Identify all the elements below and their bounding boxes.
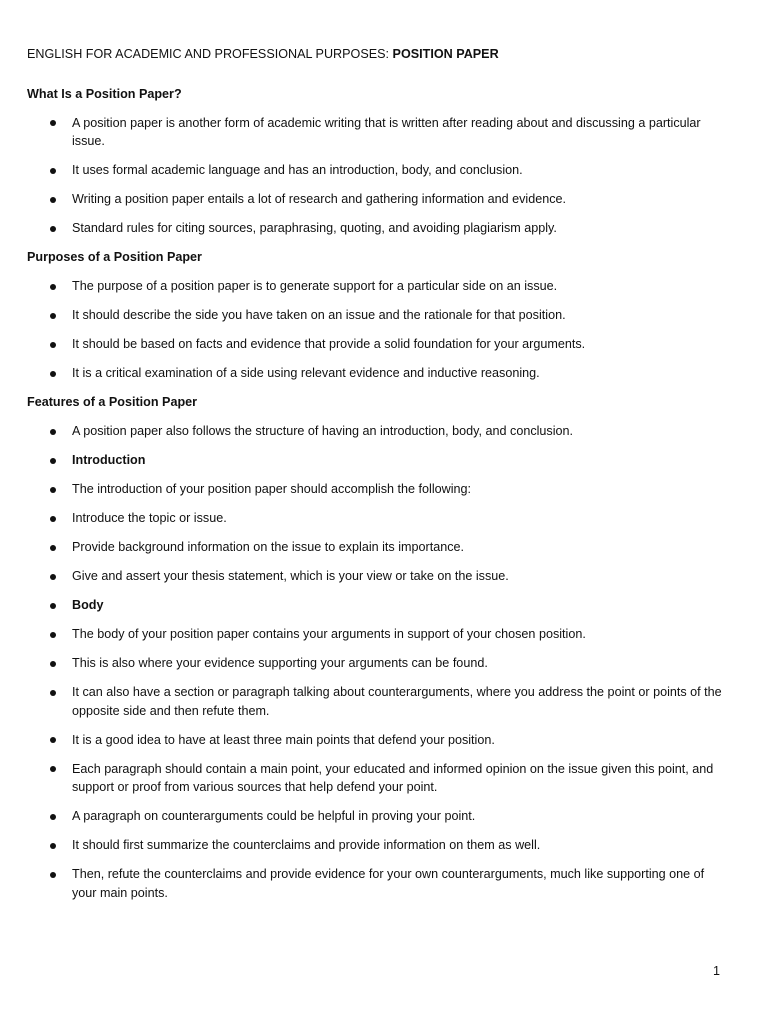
list-item [27, 654, 727, 673]
bullet-icon [50, 487, 56, 493]
bullet-list [27, 277, 727, 383]
bullet-text: Each paragraph should contain a main point, your educated and informed opinion on the issue given this point, and support or proof from various sources that help defend your point. [72, 761, 714, 794]
bullet-text: It should describe the side you have taken on an issue and the rationale for that position. [72, 308, 566, 322]
subsection-label: Introduction [72, 453, 146, 467]
bullet-text: It uses formal academic language and has an introduction, body, and conclusion. [72, 163, 523, 177]
bullet-text: It should be based on facts and evidence that provide a solid foundation for your arguments. [72, 337, 586, 351]
list-item [27, 807, 727, 826]
list-item [27, 865, 727, 902]
bullet-text: It is a good idea to have at least three main points that defend your position. [72, 732, 495, 747]
bullet-icon [50, 168, 56, 174]
bullet-text: This is also where your evidence supporting your arguments can be found. [72, 656, 488, 670]
section-heading: What Is a Position Paper? [27, 86, 182, 101]
bullet-text: The purpose of a position paper is to generate support for a particular side on an issue. [72, 279, 558, 293]
bullet-icon [50, 197, 56, 203]
bullet-icon [50, 371, 56, 377]
list-item [27, 277, 727, 296]
list-item [27, 683, 727, 720]
list-item [27, 190, 727, 209]
bullet-text: A position paper is another form of academic writing that is written after reading about and discussing a particular issue. [72, 115, 701, 148]
bullet-text: The introduction of your position paper should accomplish the following: [72, 482, 472, 496]
list-item [27, 219, 727, 238]
list-item [27, 451, 727, 470]
bullet-icon [50, 284, 56, 290]
list-item [27, 161, 727, 180]
bullet-text: A position paper also follows the structure of having an introduction, body, and conclusion. [72, 424, 574, 438]
bullet-icon [50, 814, 56, 820]
bullet-text: Give and assert your thesis statement, which is your view or take on the issue. [72, 569, 509, 583]
list-item [27, 596, 727, 615]
bullet-icon [50, 429, 56, 435]
bullet-icon [50, 516, 56, 522]
page-number: 1 [712, 964, 720, 978]
bullet-icon [50, 872, 56, 878]
bullet-icon [50, 661, 56, 667]
bullet-list [27, 114, 727, 238]
bullet-icon [50, 632, 56, 638]
bullet-text: It is a critical examination of a side using relevant evidence and inductive reasoning. [72, 366, 540, 380]
section-heading: Purposes of a Position Paper [27, 250, 202, 264]
list-item [27, 364, 727, 383]
bullet-text: The body of your position paper contains your arguments in support of your chosen position. [72, 627, 586, 641]
bullet-text: It can also have a section or paragraph talking about counterarguments, where you address the point or points of the opposite side and then refute them. [72, 685, 722, 718]
bullet-icon [50, 120, 56, 126]
list-item [27, 836, 727, 855]
bullet-text: A paragraph on counterarguments could be helpful in proving your point. [72, 809, 476, 823]
list-item [27, 422, 727, 441]
bullet-icon [50, 342, 56, 348]
bullet-icon [50, 545, 56, 551]
list-item [27, 509, 727, 528]
bullet-text: Then, refute the counterclaims and provide evidence for your own counterarguments, much like supporting one of your main points. [72, 867, 705, 900]
bullet-text: Introduce the topic or issue. [72, 511, 227, 525]
bullet-list [27, 422, 727, 902]
list-item [27, 731, 727, 750]
document-title-prefix: ENGLISH FOR ACADEMIC AND PROFESSIONAL PURPOSES: [27, 47, 393, 61]
document-title-bold: POSITION PAPER [392, 47, 499, 61]
list-item [27, 567, 727, 586]
list-item [27, 625, 727, 644]
section-heading: Features of a Position Paper [27, 395, 198, 409]
list-item [27, 306, 727, 325]
bullet-icon [50, 737, 56, 743]
bullet-text: Writing a position paper entails a lot of research and gathering information and evidence. [72, 192, 567, 206]
list-item [27, 480, 727, 499]
bullet-icon [50, 574, 56, 580]
list-item [27, 114, 727, 151]
bullet-icon [50, 313, 56, 319]
document-page [27, 45, 727, 913]
bullet-text: It should first summarize the counterclaims and provide information on them as well. [72, 838, 541, 852]
subsection-label: Body [72, 598, 104, 612]
document-title [27, 45, 727, 64]
bullet-icon [50, 843, 56, 849]
bullet-icon [50, 603, 56, 609]
bullet-text: Provide background information on the issue to explain its importance. [72, 540, 465, 554]
list-item [27, 760, 727, 797]
bullet-icon [50, 766, 56, 772]
bullet-icon [50, 226, 56, 232]
bullet-icon [50, 690, 56, 696]
list-item [27, 538, 727, 557]
document-body [27, 85, 727, 903]
bullet-text: Standard rules for citing sources, paraphrasing, quoting, and avoiding plagiarism apply. [72, 221, 557, 235]
list-item [27, 335, 727, 354]
bullet-icon [50, 458, 56, 464]
